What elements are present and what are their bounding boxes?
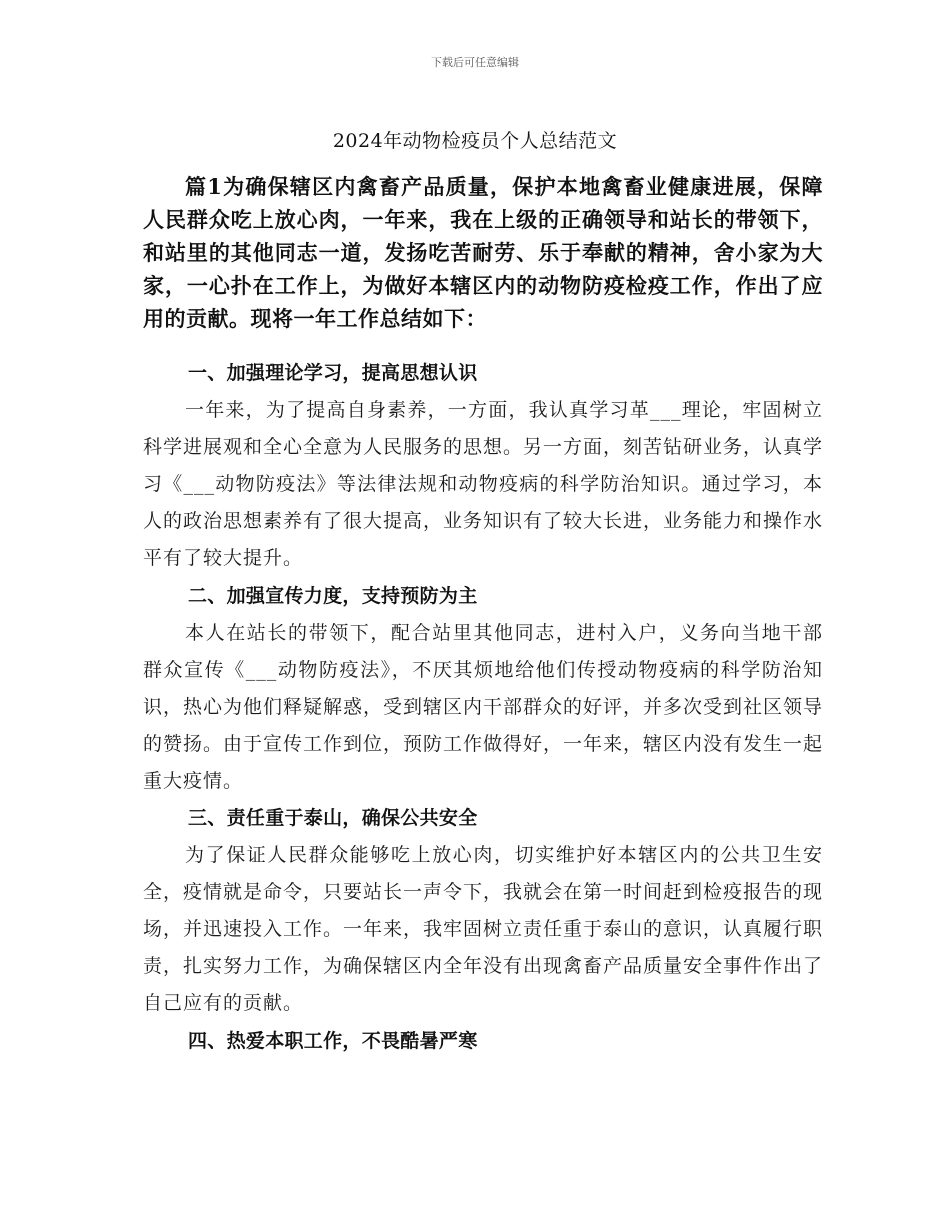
section-heading-3: 三、责任重于泰山，确保公共安全 bbox=[188, 807, 478, 829]
header-note: 下载后可任意编辑 bbox=[431, 56, 519, 69]
intro-paragraph: 篇1为确保辖区内禽畜产品质量，保护本地禽畜业健康进展，保障人民群众吃上放心肉，一年来，我在上级的正确领导和站长的带领下，和站里的其他同志一道，发扬吃苦耐劳、乐于奉献的精神，舍小家为大家，一心扑在工作上，为做好本辖区内的动物防疫检疫工作，作出了应用的贡献。现将一年工作总结如下： bbox=[143, 174, 823, 331]
section-paragraph-1: 一年来，为了提高自身素养，一方面，我认真学习革___理论，牢固树立科学进展观和全心全意为人民服务的思想。另一方面，刻苦钻研业务，认真学习《___动物防疫法》等法律法规和动物疫病的科学防治知识。通过学习，本人的政治思想素养有了很大提高，业务知识有了较大长进，业务能力和操作水平有了较大提升。 bbox=[143, 399, 824, 569]
section-paragraph-2: 本人在站长的带领下，配合站里其他同志，进村入户，义务向当地干部群众宣传《___动物防疫法》，不厌其烦地给他们传授动物疫病的科学防治知识，热心为他们释疑解惑，受到辖区内干部群众的好评，并多次受到社区领导的赞扬。由于宣传工作到位，预防工作做得好，一年来，辖区内没有发生一起重大疫情。 bbox=[143, 622, 824, 792]
section-paragraph-3: 为了保证人民群众能够吃上放心肉，切实维护好本辖区内的公共卫生安全，疫情就是命令，只要站长一声令下，我就会在第一时间赶到检疫报告的现场，并迅速投入工作。一年来，我牢固树立责任重于泰山的意识，认真履行职责，扎实努力工作，为确保辖区内全年没有出现禽畜产品质量安全事件作出了自己应有的贡献。 bbox=[143, 844, 824, 1014]
section-heading-2: 二、加强宣传力度，支持预防为主 bbox=[188, 585, 478, 607]
document-title: 2024年动物检疫员个人总结范文 bbox=[332, 130, 618, 152]
section-heading-1: 一、加强理论学习，提高思想认识 bbox=[188, 362, 478, 384]
section-heading-4: 四、热爱本职工作，不畏酷暑严寒 bbox=[188, 1030, 478, 1052]
